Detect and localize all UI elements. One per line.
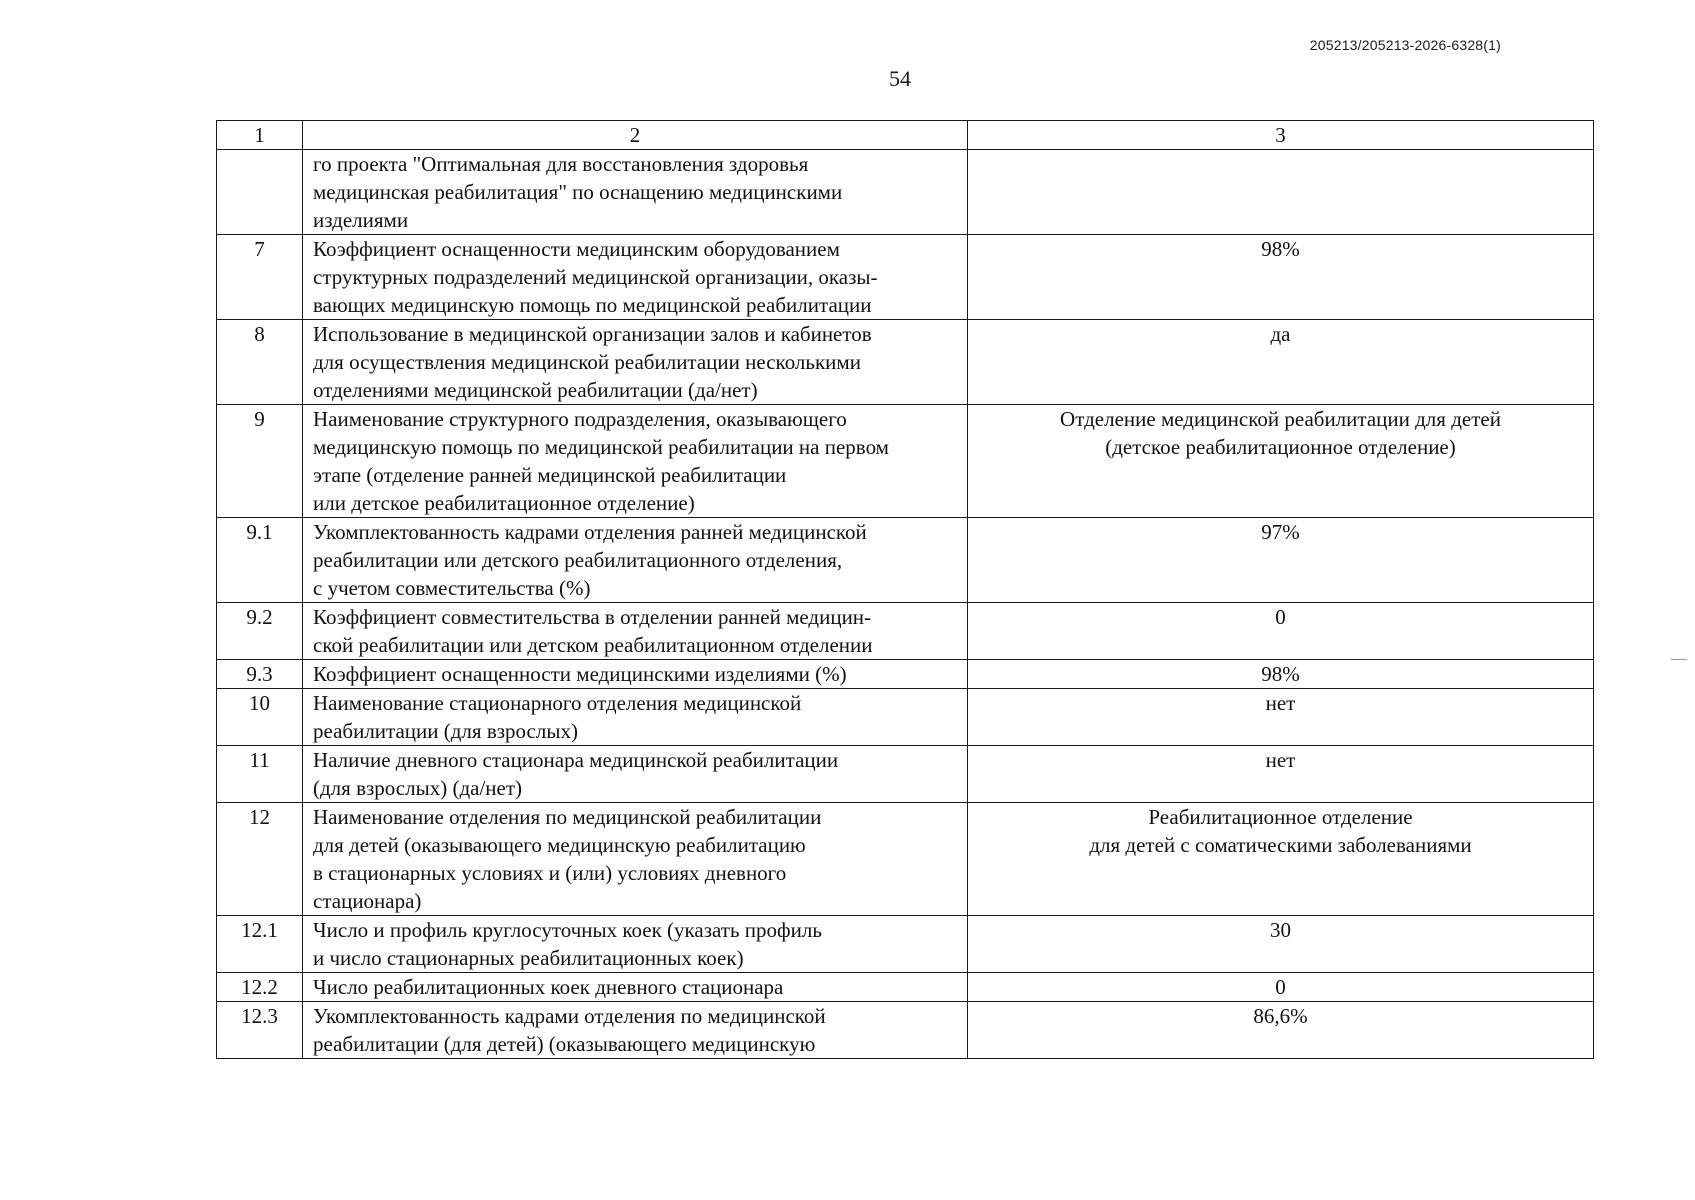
indicator-name-cell: [303, 405, 968, 518]
indicator-name-cell: [303, 660, 968, 689]
indicator-value-line: 30: [1270, 918, 1291, 942]
indicator-value-line: 0: [1275, 605, 1286, 629]
indicator-text-line: Наличие дневного стационара медицинской реабилитации: [313, 748, 839, 772]
row-number-cell: 10: [217, 689, 303, 746]
indicator-text-line: вающих медицинскую помощь по медицинской реабилитации: [313, 293, 872, 317]
table-row: [217, 150, 1594, 235]
row-number-cell: 12.1: [217, 916, 303, 973]
table-row: [217, 235, 1594, 320]
indicator-value-line: 97%: [1261, 520, 1300, 544]
column-header-3: 3: [968, 121, 1594, 150]
indicator-text-line: стационара): [313, 889, 422, 913]
column-header-1: 1: [217, 121, 303, 150]
indicator-name-cell: [303, 603, 968, 660]
indicator-text-line: отделениями медицинской реабилитации (да/нет): [313, 378, 758, 402]
indicator-text-line: Наименование структурного подразделения, оказывающего: [313, 407, 847, 431]
indicator-value-cell: [968, 150, 1594, 235]
indicator-text-line: или детское реабилитационное отделение): [313, 491, 695, 515]
indicator-text-line: го проекта "Оптимальная для восстановления здоровья: [313, 152, 809, 176]
row-number-cell: 9: [217, 405, 303, 518]
indicator-value-line: нет: [1265, 748, 1296, 772]
scan-speck: [1671, 659, 1687, 660]
table-row: [217, 803, 1594, 916]
indicator-text-line: Коэффициент совместительства в отделении ранней медицин-: [313, 605, 872, 629]
indicator-name-cell: [303, 150, 968, 235]
indicator-value-cell: [968, 1002, 1594, 1059]
table-header-row: [217, 121, 1594, 150]
table-row: [217, 660, 1594, 689]
row-number-cell: 12.2: [217, 973, 303, 1002]
indicator-name-cell: [303, 973, 968, 1002]
indicator-text-line: Наименование отделения по медицинской реабилитации: [313, 805, 822, 829]
indicator-text-line: в стационарных условиях и (или) условиях дневного: [313, 861, 787, 885]
row-number-cell: 12: [217, 803, 303, 916]
table-row: [217, 916, 1594, 973]
document-id: 205213/205213-2026-6328(1): [1309, 37, 1501, 53]
indicator-text-line: (для взрослых) (да/нет): [313, 776, 523, 800]
table-row: [217, 405, 1594, 518]
row-number-cell: 9.3: [217, 660, 303, 689]
indicator-text-line: для детей (оказывающего медицинскую реабилитацию: [313, 833, 806, 857]
row-number-cell: 9.1: [217, 518, 303, 603]
indicator-value-cell: [968, 235, 1594, 320]
indicator-value-cell: [968, 973, 1594, 1002]
indicator-value-line: 98%: [1261, 237, 1300, 261]
indicator-value-cell: [968, 320, 1594, 405]
table-row: [217, 603, 1594, 660]
row-number-cell: [217, 150, 303, 235]
indicator-text-line: медицинская реабилитация" по оснащению медицинскими: [313, 180, 843, 204]
indicator-name-cell: [303, 235, 968, 320]
indicator-value-cell: [968, 916, 1594, 973]
indicator-text-line: этапе (отделение ранней медицинской реабилитации: [313, 463, 787, 487]
indicator-value-line: Отделение медицинской реабилитации для детей: [1060, 407, 1501, 431]
indicator-text-line: изделиями: [313, 208, 409, 232]
indicator-text-line: Коэффициент оснащенности медицинским оборудованием: [313, 237, 840, 261]
indicator-text-line: реабилитации или детского реабилитационного отделения,: [313, 548, 843, 572]
indicator-text-line: и число стационарных реабилитационных коек): [313, 946, 744, 970]
indicator-value-line: 0: [1275, 975, 1286, 999]
indicator-value-line: 86,6%: [1253, 1004, 1308, 1028]
table-row: [217, 320, 1594, 405]
row-number-cell: 7: [217, 235, 303, 320]
table-row: [217, 746, 1594, 803]
row-number-cell: 11: [217, 746, 303, 803]
indicator-text-line: Использование в медицинской организации залов и кабинетов: [313, 322, 872, 346]
indicator-name-cell: [303, 916, 968, 973]
indicator-name-cell: [303, 518, 968, 603]
indicator-value-line: да: [1270, 322, 1291, 346]
indicator-text-line: с учетом совместительства (%): [313, 576, 591, 600]
indicator-text-line: реабилитации (для взрослых): [313, 719, 578, 743]
indicator-name-cell: [303, 320, 968, 405]
table-row: [217, 1002, 1594, 1059]
indicator-text-line: медицинскую помощь по медицинской реабилитации на первом: [313, 435, 889, 459]
indicator-value-cell: [968, 405, 1594, 518]
row-number-cell: 12.3: [217, 1002, 303, 1059]
indicator-value-cell: [968, 603, 1594, 660]
indicator-value-line: для детей с соматическими заболеваниями: [1089, 833, 1472, 857]
table-row: [217, 973, 1594, 1002]
indicator-value-line: (детское реабилитационное отделение): [1105, 435, 1456, 459]
indicator-text-line: ской реабилитации или детском реабилитационном отделении: [313, 633, 873, 657]
indicator-text-line: Коэффициент оснащенности медицинскими изделиями (%): [313, 662, 847, 686]
indicator-table: [216, 120, 1594, 1059]
indicator-value-line: нет: [1265, 691, 1296, 715]
indicator-text-line: структурных подразделений медицинской организации, оказы-: [313, 265, 878, 289]
row-number-cell: 8: [217, 320, 303, 405]
indicator-value-line: Реабилитационное отделение: [1148, 805, 1413, 829]
indicator-text-line: для осуществления медицинской реабилитации несколькими: [313, 350, 861, 374]
indicator-name-cell: [303, 746, 968, 803]
indicator-value-cell: [968, 518, 1594, 603]
indicator-value-cell: [968, 660, 1594, 689]
indicator-name-cell: [303, 1002, 968, 1059]
table-body: [217, 121, 1594, 1059]
indicator-value-line: 98%: [1261, 662, 1300, 686]
page-number: 54: [889, 66, 911, 91]
indicator-name-cell: [303, 803, 968, 916]
indicator-text-line: Число и профиль круглосуточных коек (указать профиль: [313, 918, 822, 942]
indicator-value-cell: [968, 803, 1594, 916]
column-header-2: 2: [303, 121, 968, 150]
indicator-value-cell: [968, 746, 1594, 803]
indicator-text-line: Укомплектованность кадрами отделения по медицинской: [313, 1004, 826, 1028]
indicator-text-line: Число реабилитационных коек дневного стационара: [313, 975, 784, 999]
indicator-text-line: Наименование стационарного отделения медицинской: [313, 691, 802, 715]
indicator-text-line: Укомплектованность кадрами отделения ранней медицинской: [313, 520, 867, 544]
indicator-text-line: реабилитации (для детей) (оказывающего медицинскую: [313, 1032, 816, 1056]
row-number-cell: 9.2: [217, 603, 303, 660]
table-row: [217, 689, 1594, 746]
indicator-name-cell: [303, 689, 968, 746]
indicator-value-cell: [968, 689, 1594, 746]
table-row: [217, 518, 1594, 603]
